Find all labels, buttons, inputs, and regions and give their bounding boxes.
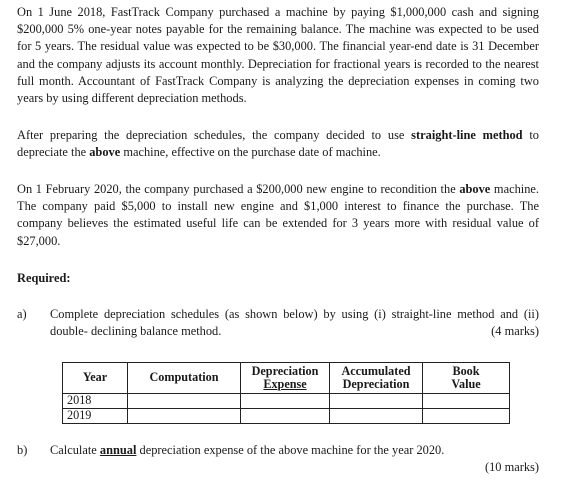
decision-above-emphasis: above — [89, 145, 121, 160]
header-acc-line2: Depreciation — [342, 377, 410, 391]
header-dep-line1: Depreciation — [251, 363, 319, 378]
decision-paragraph — [17, 127, 539, 161]
header-book-line2: Value — [451, 377, 481, 391]
header-acc-line1: Accumulated — [341, 363, 411, 378]
decision-method-emphasis: straight-line method — [411, 128, 523, 142]
table-row — [63, 409, 510, 424]
question-b-text-1: Calculate — [50, 443, 100, 457]
row-computation-cell — [128, 394, 241, 409]
decision-text-3: machine, effective on the purchase date of machine. — [120, 145, 381, 160]
row-book-value-cell — [423, 409, 510, 424]
decision-text-1: After preparing the depreciation schedules, the company decided to use — [17, 128, 412, 142]
row-accumulated-cell — [330, 394, 423, 409]
row-book-value-cell — [423, 394, 510, 409]
engine-above-emphasis: above — [459, 182, 491, 196]
header-year: Year — [63, 363, 128, 394]
question-a-text — [50, 306, 539, 340]
header-book-line1: Book — [452, 363, 480, 378]
engine-paragraph — [17, 181, 539, 250]
row-depreciation-cell — [241, 394, 330, 409]
engine-text-2: machine. The company paid $5,000 to install new engine and $1,000 interest to finance the purchase. The company believes the estimated useful life can be extended for 3 years more with residual value of $27,000. — [17, 182, 540, 248]
question-a-label: a) — [17, 307, 27, 321]
row-computation-cell — [128, 409, 241, 424]
header-dep-line2: Expense — [263, 377, 307, 391]
depreciation-schedule-table — [62, 362, 510, 424]
question-a-marks: (4 marks) — [491, 324, 539, 338]
question-a-sentence: Complete depreciation schedules (as shown below) by using (i) straight-line method and (ii) double- declining balance method. — [50, 307, 539, 339]
header-accumulated-depreciation — [330, 363, 423, 394]
question-b-label: b) — [17, 443, 28, 457]
question-b-annual-emphasis: annual — [99, 443, 137, 457]
decision-text-2: to depreciate the — [17, 128, 539, 160]
table-row — [63, 394, 510, 409]
table-header-row — [63, 363, 510, 394]
row-year-cell: 2019 — [63, 409, 128, 424]
row-depreciation-cell — [241, 409, 330, 424]
header-book-value — [423, 363, 510, 394]
question-a-body — [50, 306, 539, 340]
header-computation: Computation — [128, 363, 241, 394]
question-b-body — [50, 442, 539, 459]
question-b-text-2: depreciation expense of the above machine for the year 2020. — [136, 443, 445, 457]
required-heading: Required: — [17, 271, 71, 285]
row-year-cell: 2018 — [63, 394, 128, 409]
question-b-marks: (10 marks) — [484, 460, 539, 474]
row-accumulated-cell — [330, 409, 423, 424]
intro-paragraph: On 1 June 2018, FastTrack Company purchased a machine by paying $1,000,000 cash and signing $200,000 5% one-year notes payable for the remaining balance. The machine was expected to be used for 5 years. The residual value was expected to be $30,000. The financial year-end date is 31 December and the company adjusts its account monthly. Depreciation for fractional years is recorded to the nearest full month. Accountant of FastTrack Company is analyzing the depreciation expenses in coming two years by using different depreciation methods. — [17, 5, 539, 106]
header-depreciation-expense — [241, 363, 330, 394]
engine-text-1: On 1 February 2020, the company purchased a $200,000 new engine to recondition the — [17, 182, 460, 196]
